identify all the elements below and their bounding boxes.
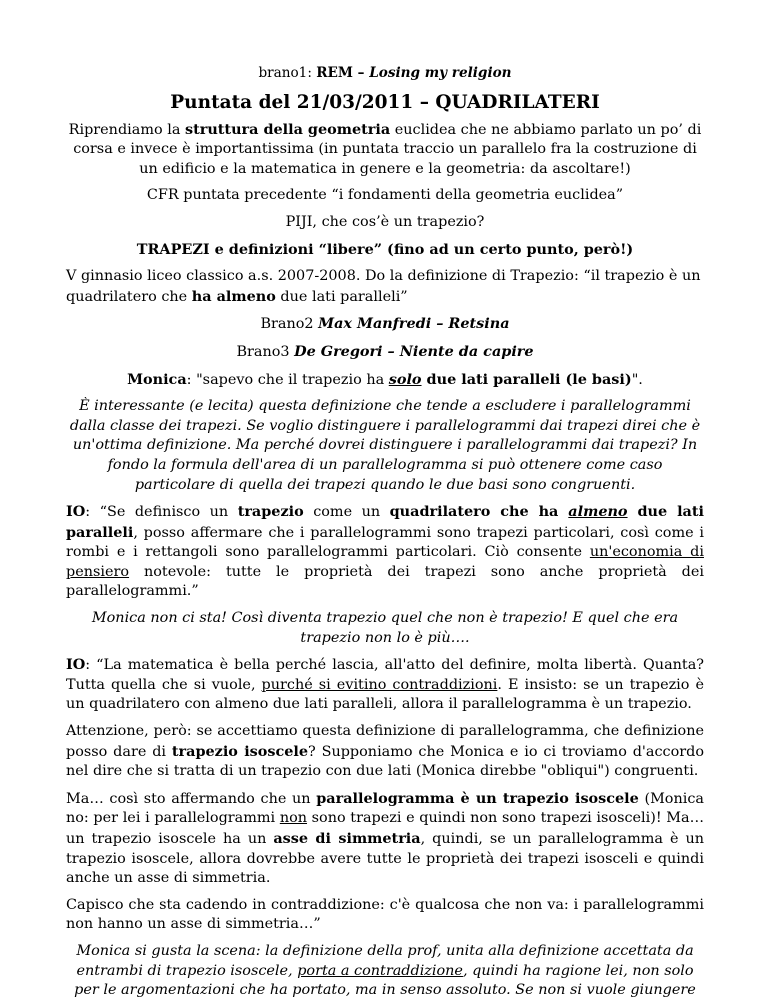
io2-text-b: . E insisto: se un trapezio è un quadrilatero con almeno due lati paralleli, allora il parallelogramma è un trapezio. [66,676,704,713]
comment3-text-b: , quindi ha ragione lei, non solo per le argomentazioni che ha portato, ma in senso assoluto. Se non si vuole giungere [74,962,696,999]
io1-economia: un'economia di pensiero [66,544,704,580]
comment-1: È interessante (e lecita) questa definizione che tende a escludere i parallelogrammi dalla classe dei trapezi. Se voglio distinguere i parallelogrammi dai trapezi direi che è un'ottima definizione. Ma perché dovrei distinguere i parallelogrammi dai trapezi? In fondo la formula dell'area di un parallelogramma si può ottenere come caso particolare di quella dei trapezi quando le due basi sono congruenti. [69,398,701,493]
io1-text-b: come un [303,504,390,521]
ma-asse: asse di simmetria [273,830,421,847]
io1-text-c: , posso affermare che i parallelogrammi sono trapezi particolari, così come i rombi e i rettangoli sono parallelogrammi particolari. Ciò consente [66,524,704,561]
capisco-paragraph: Capisco che sta cadendo in contraddizione: c'è qualcosa che non va: i parallelogrammi non hanno un asse di simmetria…” [66,896,704,933]
song-line-2 [66,314,704,335]
io2-label: IO [66,656,86,674]
ginnasio-paragraph [66,267,704,307]
song-separator: – [352,65,370,81]
attenzione-paragraph [66,722,704,782]
comment3-text-a: Monica si gusta la scena: la definizione della prof, unita alla definizione accettata da entrambi di trapezio isoscele, [76,942,694,979]
intro-text-c: euclidea che ne abbiamo parlato un po’ di corsa e invece è importantissima (in puntata traccio un parallelo fra la costruzione di un edificio e la matematica in genere e la geometria: da ascoltare!) [73,121,702,177]
io2-purche: purché si evitino contraddizioni [261,676,498,693]
io-paragraph-1 [66,502,704,602]
attenzione-text-c: ? Supponiamo che Monica e io ci troviamo d'accordo nel dire che si tratta di un trapezio con due lati (Monica direbbe "obliqui") congruenti. [66,743,705,780]
cfr-line: CFR puntata precedente “i fondamenti della geometria euclidea” [146,187,624,204]
intro-text-a: Riprendiamo la [68,121,185,138]
ma-text-a: Ma… così sto affermando che un [66,790,317,807]
song-artist: REM [316,65,353,81]
comment-3 [66,942,704,1001]
io1-trapezio: trapezio [237,503,304,521]
piji-line: PIJI, che cos’è un trapezio? [285,213,485,230]
monica-quote [66,370,704,391]
ginnasio-bold: ha almeno [191,287,276,305]
io2-text-a: : “La matematica è bella perché lascia, all'atto del definire, molta libertà. Quanta? Tutta quella che si vuole, [66,657,704,693]
io1-text-a: : “Se definisco un [85,504,238,521]
monica-text-a: : "sapevo che il trapezio ha [186,371,389,388]
intro-paragraph [66,120,704,180]
io-paragraph-2 [66,655,704,715]
io1-almeno: almeno [568,503,628,521]
io1-due: due lati paralleli [66,503,704,541]
ma-non: non [279,810,308,827]
monica-bold: due lati paralleli (le basi) [421,370,632,388]
section-heading-trapezi [66,240,704,261]
song-prefix: brano1: [258,65,317,81]
song3-prefix: Brano3 [236,343,295,360]
ma-text-c: (Monica no: per lei i parallelogrammi [66,790,704,827]
ginnasio-text-c: due lati paralleli” [275,288,408,305]
ginnasio-text-a: V ginnasio liceo classico a.s. 2007-2008. Do la definizione di Trapezio: “il trapezio è un quadrilatero che [66,268,701,305]
attenzione-text-a: Attenzione, però: se accettiamo questa definizione di parallelogramma, che definizione posso dare di [66,723,704,760]
monica-solo: solo [388,370,422,388]
song3-title: De Gregori – Niente da capire [294,342,534,360]
io-label: IO [66,503,86,521]
song-title: Losing my religion [369,65,512,81]
intro-bold: struttura della geometria [184,120,391,138]
monica-text-c: ". [631,371,643,388]
song2-prefix: Brano2 [260,316,319,333]
ma-text-e: , quindi, se un parallelogramma è un trapezio isoscele, allora dovrebbe avere tutte le proprietà dei trapezi isosceli e quindi anche un asse di simmetria. [66,831,705,887]
page-title: Puntata del 21/03/2011 – QUADRILATERI [170,91,600,113]
ma-bold: parallelogramma è un trapezio isoscele [316,789,639,807]
attenzione-bold: trapezio isoscele [171,742,309,760]
song2-title: Max Manfredi – Retsina [318,315,510,333]
trapezi-heading-text: TRAPEZI e definizioni “libere” (fino ad un certo punto, però!) [136,240,634,258]
ma-text-d: sono trapezi e quindi non sono trapezi isosceli)! Ma… un trapezio isoscele ha un [66,810,705,847]
comment-2: Monica non ci sta! Così diventa trapezio quel che non è trapezio! E quel che era trapezio non lo è più…. [91,610,679,646]
song-line-1 [66,64,704,84]
monica-name: Monica [127,370,187,388]
io1-text-d: notevole: tutte le proprietà dei trapezi sono anche proprietà dei parallelogrammi.” [66,563,704,600]
ma-paragraph [66,789,704,889]
song-line-3 [66,342,704,363]
io1-quad: quadrilatero che ha [389,503,569,521]
comment3-underlined: porta a contraddizione [297,962,463,979]
